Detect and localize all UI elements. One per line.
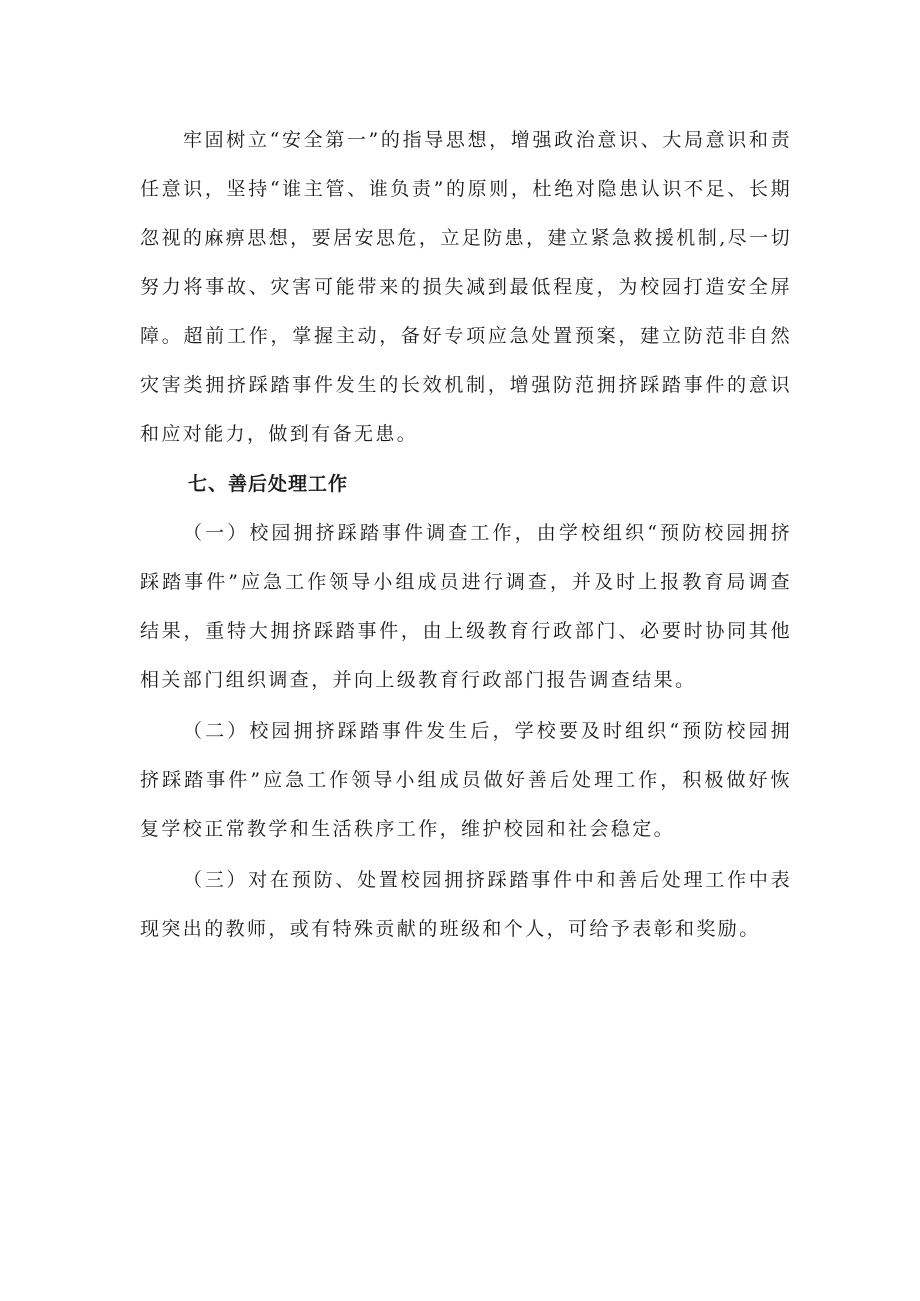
- section-heading: 七、善后处理工作: [188, 473, 349, 495]
- section-paragraph-3: （三）对在预防、处置校园拥挤踩踏事件中和善后处理工作中表现突出的教师，或有特殊贡献的班级和个人，可给予表彰和奖励。: [140, 869, 792, 940]
- document-body: [140, 116, 792, 954]
- intro-paragraph: 牢固树立“安全第一”的指导思想，增强政治意识、大局意识和责任意识，坚持“谁主管、谁负责”的原则，杜绝对隐患认识不足、长期忽视的麻痹思想，要居安思危，立足防患，建立紧急救援机制,尽一切努力将事故、灾害可能带来的损失减到最低程度，为校园打造安全屏障。超前工作，掌握主动，备好专项应急处置预案，建立防范非自然灾害类拥挤踩踏事件发生的长效机制，增强防范拥挤踩踏事件的意识和应对能力，做到有备无患。: [140, 129, 792, 445]
- section-paragraph-2: （二）校园拥挤踩踏事件发生后，学校要及时组织“预防校园拥挤踩踏事件”应急工作领导小组成员做好善后处理工作，积极做好恢复学校正常教学和生活秩序工作，维护校园和社会稳定。: [140, 720, 792, 840]
- section-paragraph-1: （一）校园拥挤踩踏事件调查工作，由学校组织“预防校园拥挤踩踏事件”应急工作领导小组成员进行调查，并及时上报教育局调查结果，重特大拥挤踩踏事件，由上级教育行政部门、必要时协同其他相关部门组织调查，并向上级教育行政部门报告调查结果。: [140, 522, 792, 691]
